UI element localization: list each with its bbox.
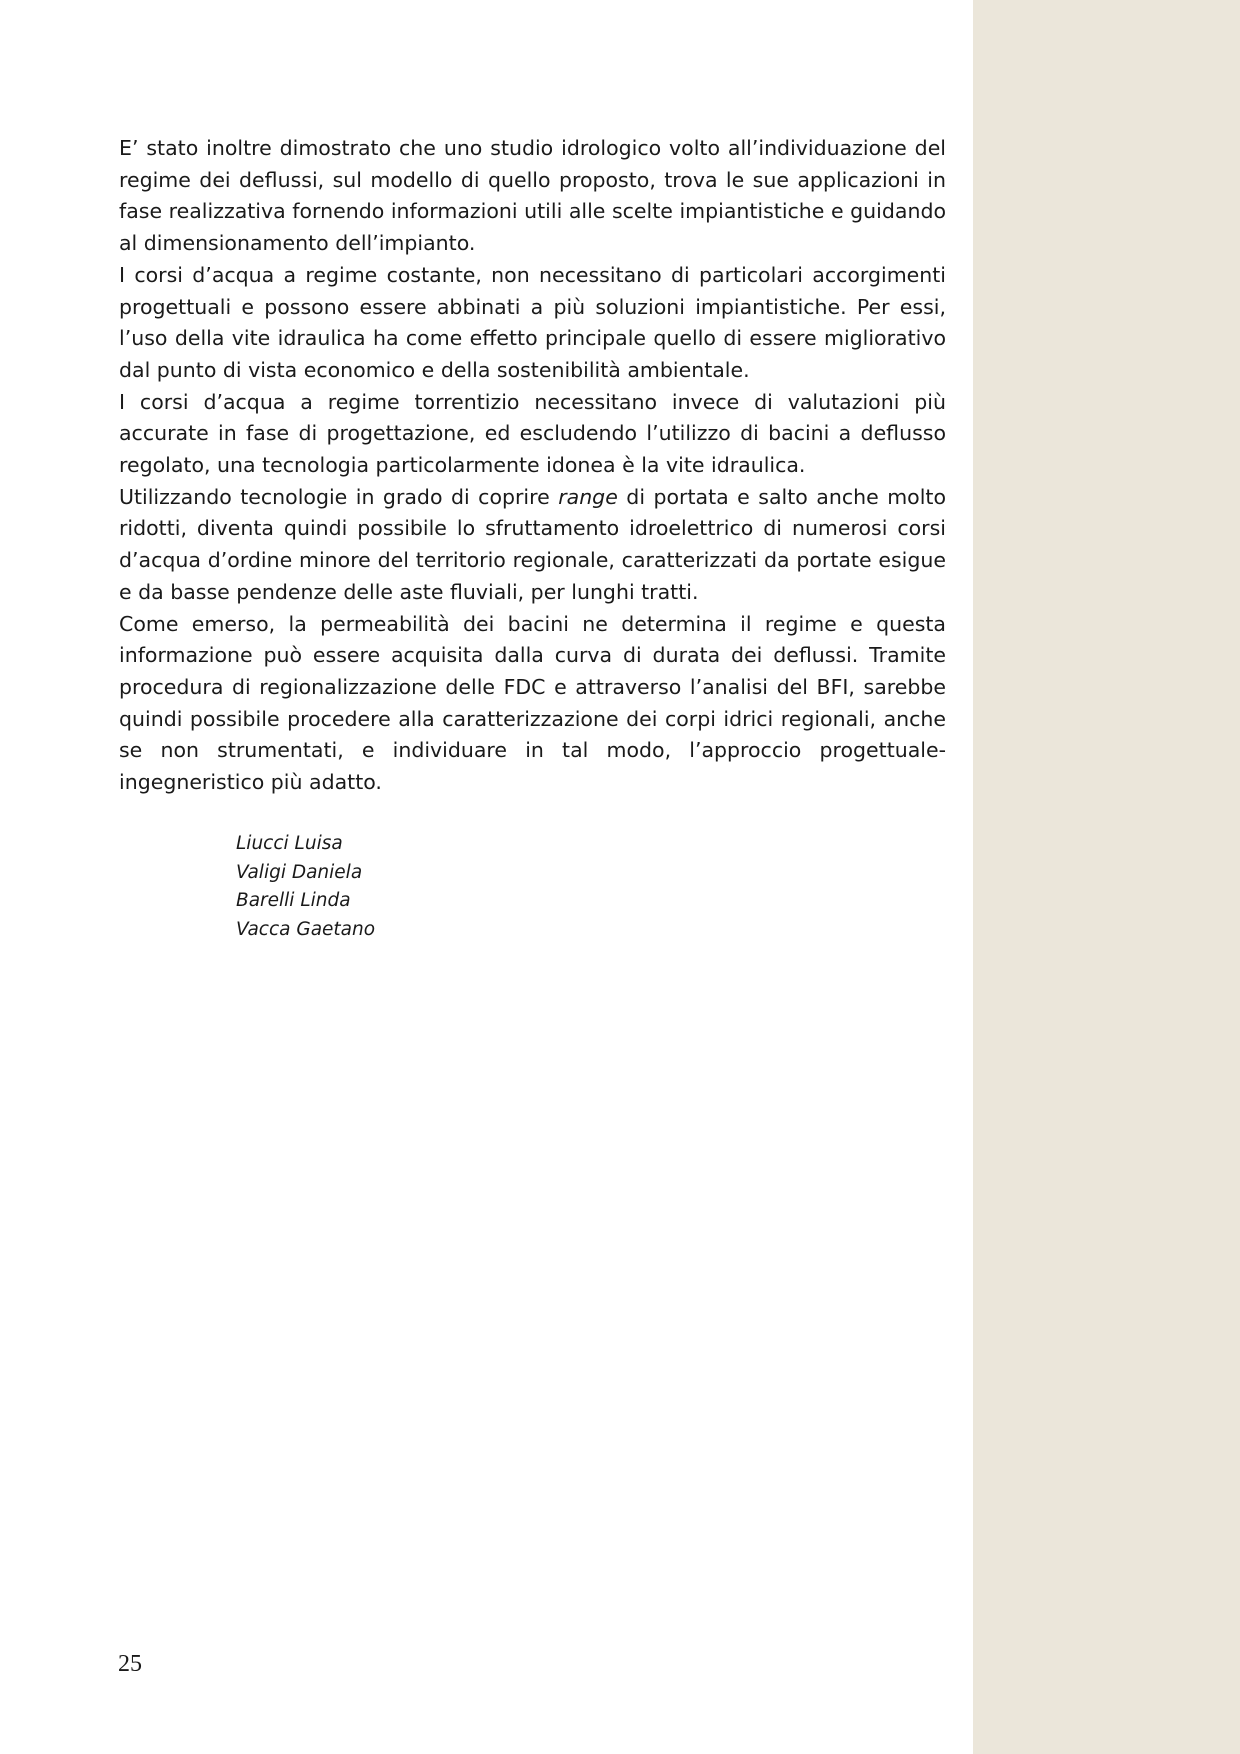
paragraph-4-end: di portata e salto anche molto ridotti, diventa quindi possibile lo sfruttamento idroelettrico di numerosi corsi d’acqua d’ordine minore del territorio regionale, caratterizzati da portate esigue e da basse pendenze delle aste fluviali, per lunghi tratti. [119,484,946,604]
author-name: Barelli Linda [236,890,351,911]
author-name: Vacca Gaetano [236,918,376,940]
paragraph-1: E’ stato inoltre dimostrato che uno studio idrologico volto all’individuazione del regime dei deflussi, sul modello di quello proposto, trova le sue applicazioni in fase realizzativa fornendo informazioni utili alle scelte impiantistiche e guidando al dimensionamento dell’impianto. [119,136,946,256]
body-text [119,133,946,799]
author-name: Liucci Luisa [236,833,343,854]
side-margin-band [973,0,1240,1754]
paragraph-3: I corsi d’acqua a regime torrentizio necessitano invece di valutazioni più accurate in fase di progettazione, ed escludendo l’utilizzo di bacini a deflusso regolato, una tecnologia particolarmente idonea è la vite idraulica. [119,389,946,478]
author-name: Valigi Daniela [236,861,363,883]
paragraph-5-continuation: ingegneristico più adatto. [119,770,382,795]
paragraph-2: I corsi d’acqua a regime costante, non necessitano di particolari accorgimenti progettuali e possono essere abbinati a più soluzioni impiantistiche. Per essi, l’uso della vite idraulica ha come effetto principale quello di essere migliorativo dal punto di vista economico e della sostenibilità ambientale. [119,262,946,382]
paragraph-4-start: Utilizzando tecnologie in grado di coprire [119,484,559,509]
page-number: 25 [118,1651,142,1677]
paragraph-5: Come emerso, la permeabilità dei bacini ne determina il regime e questa informazione può essere acquisita dalla curva di durata dei deflussi. Tramite procedura di regionalizzazione delle FDC e attraverso l’analisi del BFI, sarebbe quindi possibile procedere alla caratterizzazione dei corpi idrici regionali, anche se non strumentati, e individuare in tal modo, l’approccio progettuale- [119,611,946,763]
author-list [236,830,375,944]
range-term: range [558,484,618,509]
paragraph-4 [119,482,946,609]
